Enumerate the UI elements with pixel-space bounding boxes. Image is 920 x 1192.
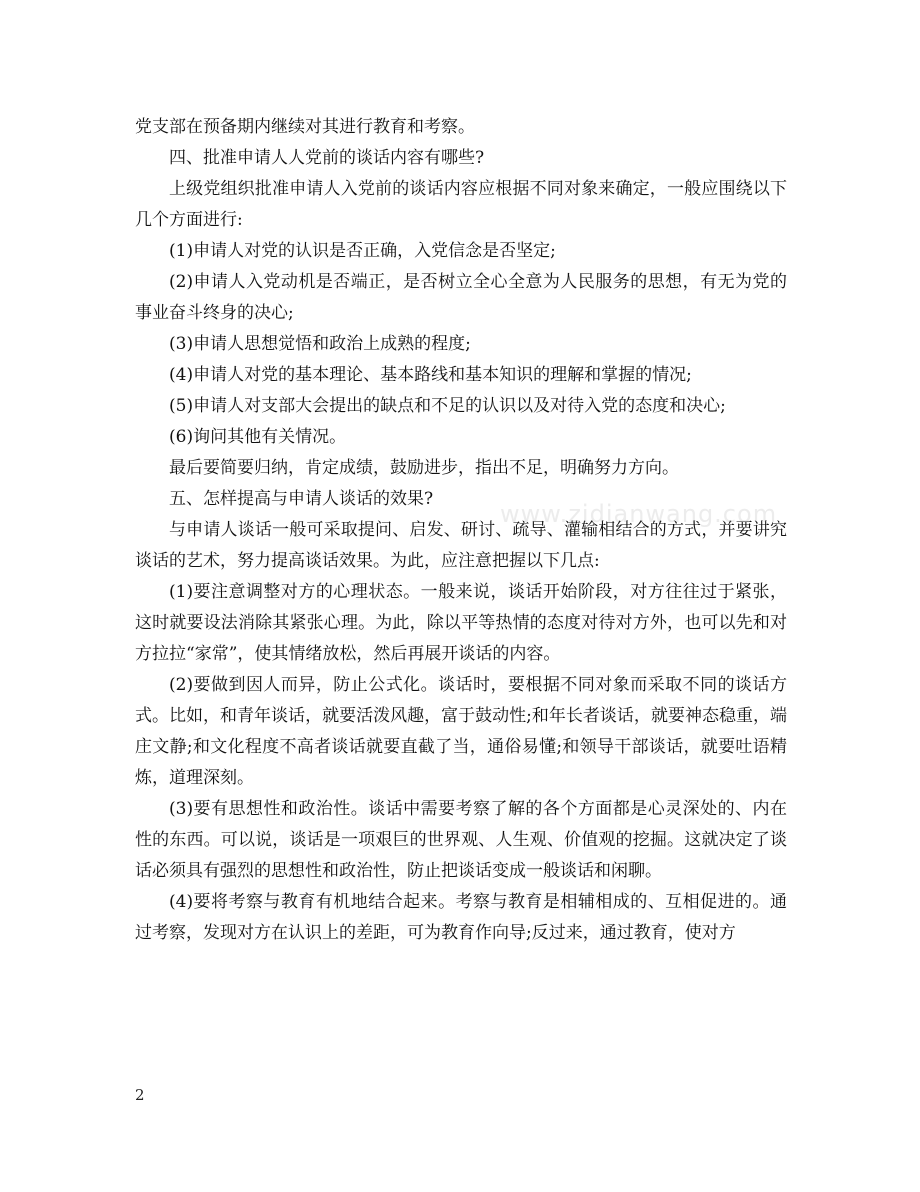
paragraph: 与申请人谈话一般可采取提问、启发、研讨、疏导、灌输相结合的方式，并要讲究谈话的艺术，努力提高谈话效果。为此，应注意把握以下几点: [135, 520, 787, 571]
paragraph: (1)要注意调整对方的心理状态。一般来说，谈话开始阶段，对方往往过于紧张，这时就要设法消除其紧张心理。为此，除以平等热情的态度对待对方外，也可以先和对方拉拉“家常”，使其情绪放松，然后再展开谈话的内容。 [135, 582, 787, 664]
paragraph: 五、怎样提高与申请人谈话的效果? [169, 489, 434, 509]
paragraph: 四、批准申请人人党前的谈话内容有哪些? [169, 148, 485, 168]
paragraph: (4)要将考察与教育有机地结合起来。考察与教育是相辅相成的、互相促进的。通过考察，发现对方在认识上的差距，可为教育作向导;反过来，通过教育，使对方 [135, 892, 787, 943]
paragraph: (4)申请人对党的基本理论、基本路线和基本知识的理解和掌握的情况; [169, 365, 692, 385]
paragraph: (3)要有思想性和政治性。谈话中需要考察了解的各个方面都是心灵深处的、内在性的东西。可以说，谈话是一项艰巨的世界观、人生观、价值观的挖掘。这就决定了谈话必须具有强烈的思想性和政治性，防止把谈话变成一般谈话和闲聊。 [135, 799, 787, 881]
paragraph: (5)申请人对支部大会提出的缺点和不足的认识以及对待入党的态度和决心; [169, 396, 726, 416]
paragraph: 党支部在预备期内继续对其进行教育和考察。 [135, 117, 475, 137]
page-number: 2 [135, 1086, 145, 1104]
paragraph: 上级党组织批准申请人入党前的谈话内容应根据不同对象来确定，一般应围绕以下几个方面进行: [135, 179, 787, 230]
paragraph: (2)要做到因人而异，防止公式化。谈话时，要根据不同对象而采取不同的谈话方式。比如，和青年谈话，就要活泼风趣，富于鼓动性;和年长者谈话，就要神态稳重，端庄文静;和文化程度不高者谈话就要直截了当，通俗易懂;和领导干部谈话，就要吐语精炼，道理深刻。 [135, 675, 787, 788]
document-body [135, 112, 787, 949]
watermark: www.zidianwang.com [500, 500, 778, 528]
paragraph: (3)申请人思想觉悟和政治上成熟的程度; [169, 334, 471, 354]
paragraph: 最后要简要归纳，肯定成绩，鼓励进步，指出不足，明确努力方向。 [169, 458, 679, 478]
paragraph: (1)申请人对党的认识是否正确，入党信念是否坚定; [169, 241, 556, 261]
paragraph: (6)询问其他有关情况。 [169, 427, 347, 447]
paragraph: (2)申请人入党动机是否端正，是否树立全心全意为人民服务的思想，有无为党的事业奋斗终身的决心; [135, 272, 787, 323]
